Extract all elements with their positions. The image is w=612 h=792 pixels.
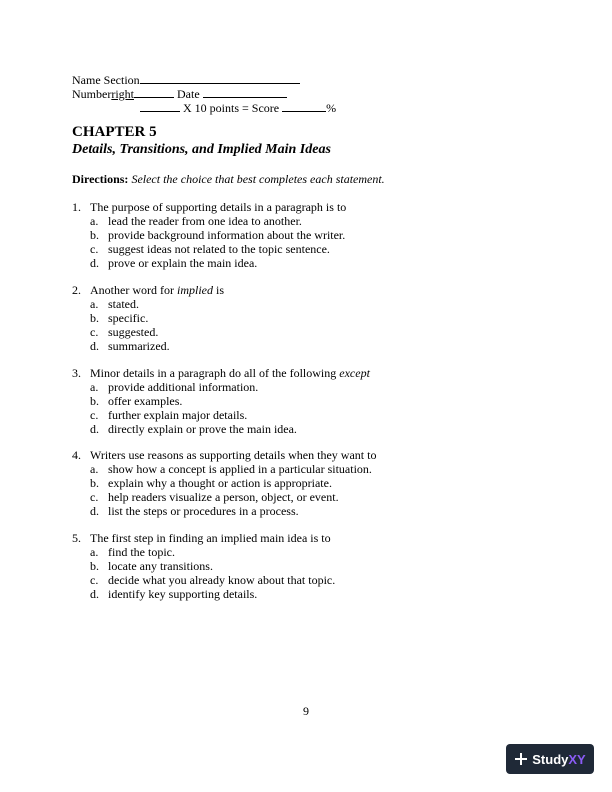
points-label: X 10 points = Score [183, 101, 280, 115]
option-letter: c. [90, 408, 99, 422]
question-text: The first step in finding an implied main idea is to [90, 531, 331, 545]
page-number: 9 [303, 704, 309, 718]
score-blank [282, 100, 326, 112]
question-text: Minor details in a paragraph do all of the following except [90, 366, 370, 380]
studyxy-badge[interactable] [506, 744, 594, 774]
question-text: Writers use reasons as supporting details when they want to [90, 448, 377, 462]
percent-sign: % [326, 101, 337, 115]
option-letter: a. [90, 545, 99, 559]
option-letter: d. [90, 587, 99, 601]
option-text: help readers visualize a person, object, or event. [108, 490, 339, 504]
plus-icon [514, 752, 528, 766]
right-label: right [111, 87, 134, 101]
option-letter: d. [90, 339, 99, 353]
name-section-line [72, 72, 300, 87]
option-text: locate any transitions. [108, 559, 213, 573]
option-text: provide background information about the writer. [108, 228, 346, 242]
option-letter: d. [90, 504, 99, 518]
score-line [140, 100, 336, 115]
brand-name: StudyXY [532, 751, 586, 767]
date-blank [203, 86, 287, 98]
question-number: 4. [72, 448, 81, 462]
option-letter: c. [90, 325, 99, 339]
date-label: Date [177, 87, 200, 101]
option-letter: b. [90, 394, 99, 408]
option-text: prove or explain the main idea. [108, 256, 258, 270]
option-letter: a. [90, 462, 99, 476]
directions-label: Directions: [72, 172, 129, 186]
question-number: 3. [72, 366, 81, 380]
option-letter: b. [90, 228, 99, 242]
question-number: 5. [72, 531, 81, 545]
option-letter: d. [90, 256, 99, 270]
option-letter: c. [90, 242, 99, 256]
option-letter: d. [90, 422, 99, 436]
option-text: identify key supporting details. [108, 587, 258, 601]
question-text: Another word for implied is [90, 283, 224, 297]
option-letter: b. [90, 476, 99, 490]
points-blank [140, 100, 180, 112]
option-text: further explain major details. [108, 408, 248, 422]
option-text: decide what you already know about that topic. [108, 573, 336, 587]
option-text: explain why a thought or action is appropriate. [108, 476, 332, 490]
option-letter: c. [90, 490, 99, 504]
name-section-label: Name Section [72, 73, 140, 87]
number-right-date-line [72, 86, 287, 101]
option-text: summarized. [108, 339, 170, 353]
option-text: lead the reader from one idea to another. [108, 214, 302, 228]
option-text: suggested. [108, 325, 159, 339]
question-number: 2. [72, 283, 81, 297]
option-text: list the steps or procedures in a process. [108, 504, 299, 518]
directions-text: Select the choice that best completes each statement. [131, 172, 385, 186]
option-text: suggest ideas not related to the topic sentence. [108, 242, 330, 256]
option-text: directly explain or prove the main idea. [108, 422, 297, 436]
option-letter: a. [90, 214, 99, 228]
name-section-blank [140, 72, 300, 84]
question-text: The purpose of supporting details in a paragraph is to [90, 200, 347, 214]
question-number: 1. [72, 200, 81, 214]
chapter-title: CHAPTER 5 [72, 124, 157, 140]
option-text: specific. [108, 311, 149, 325]
chapter-subtitle: Details, Transitions, and Implied Main Ideas [72, 142, 331, 157]
directions [72, 172, 385, 187]
option-text: show how a concept is applied in a particular situation. [108, 462, 372, 476]
number-right-blank [134, 86, 174, 98]
option-text: offer examples. [108, 394, 183, 408]
option-letter: a. [90, 380, 99, 394]
number-label: Number [72, 87, 112, 101]
option-text: provide additional information. [108, 380, 259, 394]
option-letter: b. [90, 311, 99, 325]
option-letter: c. [90, 573, 99, 587]
option-text: find the topic. [108, 545, 175, 559]
option-text: stated. [108, 297, 139, 311]
option-letter: a. [90, 297, 99, 311]
option-letter: b. [90, 559, 99, 573]
